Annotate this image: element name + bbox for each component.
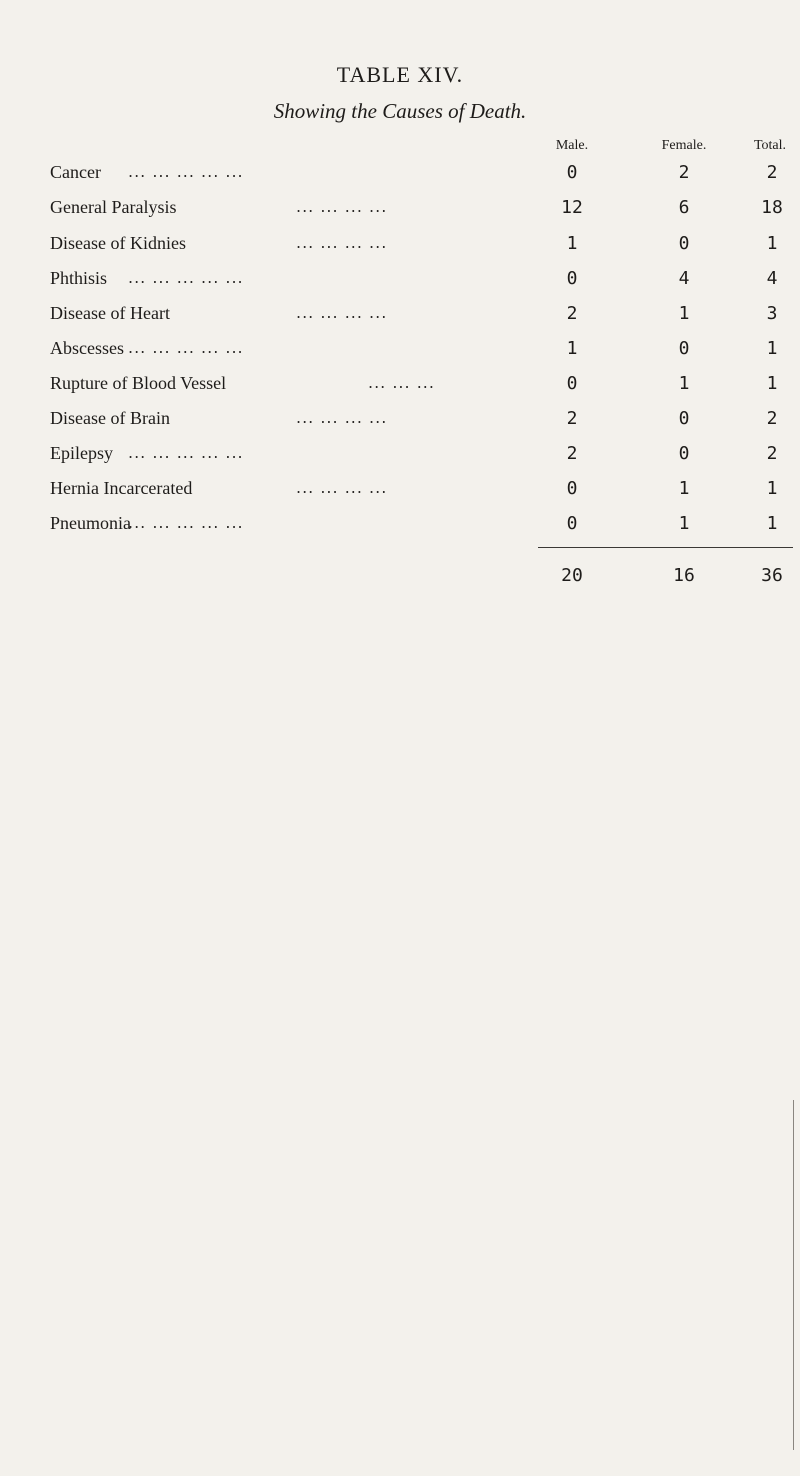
table-row: [0, 338, 800, 368]
male-count: 12: [561, 197, 583, 218]
total-count: 2: [766, 443, 778, 464]
dot-leader: ... ... ... ...: [296, 197, 388, 216]
total-count: 18: [761, 197, 783, 218]
cause-label: Disease of Heart: [50, 303, 170, 323]
male-count: 1: [566, 233, 578, 254]
female-count: 0: [678, 443, 690, 464]
male-count: 0: [566, 478, 578, 499]
column-header-total: Total.: [753, 138, 787, 153]
female-count: 2: [678, 162, 690, 183]
dot-leader: ... ... ... ...: [296, 303, 388, 322]
cause-label: Rupture of Blood Vessel: [50, 373, 227, 393]
table-row: [0, 443, 800, 473]
male-count: 0: [566, 162, 578, 183]
female-count: 4: [678, 268, 690, 289]
female-count: 1: [678, 513, 690, 534]
male-count: 0: [566, 268, 578, 289]
female-count: 1: [678, 303, 690, 324]
dot-leader: ... ... ... ... ...: [128, 162, 244, 181]
cause-label: Disease of Kidnies: [50, 233, 186, 253]
table-row: [0, 478, 800, 508]
dot-leader: ... ... ... ...: [296, 233, 388, 252]
total-count: 1: [766, 373, 778, 394]
male-count: 0: [566, 513, 578, 534]
male-count: 2: [566, 443, 578, 464]
column-header-female: Female.: [661, 138, 707, 153]
female-total: 16: [673, 565, 695, 586]
totals-rule: [538, 547, 793, 548]
cause-label: Cancer: [50, 162, 101, 182]
table-row: [0, 303, 800, 333]
total-count: 1: [766, 233, 778, 254]
cause-label: Abscesses: [50, 338, 124, 358]
female-count: 6: [678, 197, 690, 218]
dot-leader: ... ... ... ... ...: [128, 268, 244, 287]
cause-label: Epilepsy: [50, 443, 113, 463]
table-row: [0, 408, 800, 438]
table-row: [0, 197, 800, 227]
female-count: 1: [678, 373, 690, 394]
cause-label: Disease of Brain: [50, 408, 170, 428]
female-count: 0: [678, 408, 690, 429]
cause-label: Phthisis: [50, 268, 108, 288]
male-count: 1: [566, 338, 578, 359]
table-row: [0, 268, 800, 298]
column-header-male: Male.: [555, 138, 589, 153]
male-count: 2: [566, 303, 578, 324]
total-count: 1: [766, 478, 778, 499]
female-count: 0: [678, 233, 690, 254]
male-total: 20: [561, 565, 583, 586]
totals-row: [0, 565, 800, 595]
total-count: 1: [766, 513, 778, 534]
table-row: [0, 513, 800, 543]
male-count: 2: [566, 408, 578, 429]
dot-leader: ... ... ... ...: [296, 408, 388, 427]
page-edge-shadow: [793, 1100, 794, 1450]
table-row: [0, 373, 800, 403]
total-count: 1: [766, 338, 778, 359]
dot-leader: ... ... ...: [368, 373, 435, 392]
female-count: 0: [678, 338, 690, 359]
cause-label: Hernia Incarcerated: [50, 478, 193, 498]
table-subtitle: Showing the Causes of Death.: [273, 99, 527, 123]
female-count: 1: [678, 478, 690, 499]
dot-leader: ... ... ... ... ...: [128, 513, 244, 532]
total-count: 2: [766, 408, 778, 429]
dot-leader: ... ... ... ... ...: [128, 338, 244, 357]
dot-leader: ... ... ... ... ...: [128, 443, 244, 462]
table-title: TABLE XIV.: [336, 62, 464, 87]
cause-label: General Paralysis: [50, 197, 177, 217]
total-count: 4: [766, 268, 778, 289]
grand-total: 36: [761, 565, 783, 586]
table-row: [0, 233, 800, 263]
male-count: 0: [566, 373, 578, 394]
table-row: [0, 162, 800, 192]
total-count: 3: [766, 303, 778, 324]
cause-label: Pneumonia: [50, 513, 131, 533]
dot-leader: ... ... ... ...: [296, 478, 388, 497]
total-count: 2: [766, 162, 778, 183]
